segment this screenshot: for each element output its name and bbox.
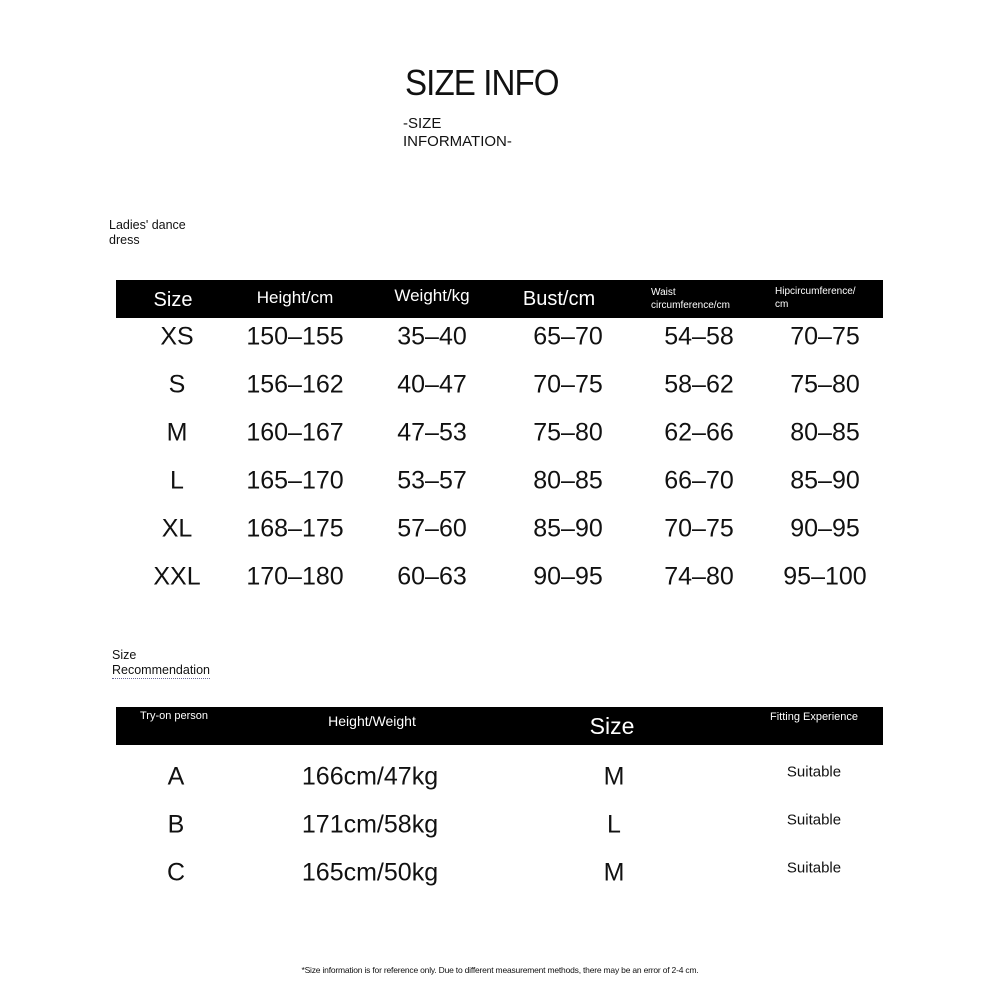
size-cell-bust: 65–70 (533, 322, 603, 351)
recommendation-header (116, 707, 883, 745)
size-chart-label (109, 218, 219, 248)
col-header-height: Height/cm (256, 288, 334, 307)
size-cell-weight: 60–63 (397, 562, 467, 591)
size-cell-weight: 47–53 (397, 418, 467, 447)
size-cell-size: L (170, 466, 184, 495)
size-cell-size: M (166, 418, 188, 447)
size-cell-size: S (168, 370, 186, 399)
size-chart-header (116, 280, 883, 318)
size-cell-size: XS (160, 322, 194, 351)
size-chart-label-line-2: dress (109, 233, 140, 247)
size-cell-height: 168–175 (246, 514, 344, 543)
size-cell-weight: 53–57 (397, 466, 467, 495)
size-cell-bust: 80–85 (533, 466, 603, 495)
recommendation-cell-person: C (166, 858, 186, 887)
size-cell-bust: 70–75 (533, 370, 603, 399)
size-cell-waist: 66–70 (664, 466, 734, 495)
recommendation-cell-fitting: Suitable (786, 811, 842, 829)
subtitle-line-1: -SIZE (403, 115, 442, 132)
size-cell-bust: 85–90 (533, 514, 603, 543)
col-header-waist: Waist circumference/cm (651, 287, 730, 311)
size-cell-size: XXL (153, 562, 201, 591)
recommendation-cell-person: B (167, 810, 185, 839)
size-chart-label-line-1: Ladies' dance (109, 218, 186, 232)
size-cell-hip: 95–100 (783, 562, 867, 591)
recommendation-cell-size: M (603, 762, 625, 791)
col-header-fitting: Fitting Experience (769, 711, 859, 723)
size-cell-weight: 57–60 (397, 514, 467, 543)
col-header-weight: Weight/kg (394, 286, 470, 305)
size-cell-height: 160–167 (246, 418, 344, 447)
recommendation-cell-fitting: Suitable (786, 859, 842, 877)
recommendation-cell-size: L (607, 810, 621, 839)
col-header-person: Try-on person (139, 710, 209, 722)
size-cell-height: 156–162 (246, 370, 344, 399)
size-cell-waist: 58–62 (664, 370, 734, 399)
footnote: *Size information is for reference only. Due to different measurement methods, there may be an error of 2-4 cm. (301, 965, 699, 975)
col-header-hip: Hipcircumference/ cm (775, 286, 856, 310)
recommendation-label-line-2: Recommendation (112, 663, 210, 677)
size-cell-hip: 70–75 (790, 322, 860, 351)
recommendation-cell-fitting: Suitable (786, 763, 842, 781)
size-cell-size: XL (161, 514, 193, 543)
size-cell-hip: 80–85 (790, 418, 860, 447)
size-cell-height: 170–180 (246, 562, 344, 591)
col-header-bust: Bust/cm (522, 288, 596, 310)
size-cell-waist: 74–80 (664, 562, 734, 591)
recommendation-cell-height-weight: 171cm/58kg (301, 810, 439, 839)
size-cell-bust: 90–95 (533, 562, 603, 591)
size-cell-hip: 75–80 (790, 370, 860, 399)
subtitle-line-2: INFORMATION- (403, 133, 512, 150)
size-cell-weight: 40–47 (397, 370, 467, 399)
col-header-height-weight: Height/Weight (328, 713, 416, 729)
col-header-size: Size (589, 713, 635, 739)
recommendation-cell-height-weight: 166cm/47kg (301, 762, 439, 791)
size-cell-weight: 35–40 (397, 322, 467, 351)
size-cell-height: 150–155 (246, 322, 344, 351)
page-subtitle (403, 115, 543, 151)
recommendation-cell-height-weight: 165cm/50kg (301, 858, 439, 887)
page-title: SIZE INFO (405, 62, 559, 103)
size-cell-waist: 54–58 (664, 322, 734, 351)
size-cell-hip: 85–90 (790, 466, 860, 495)
size-cell-bust: 75–80 (533, 418, 603, 447)
size-cell-waist: 70–75 (664, 514, 734, 543)
size-cell-hip: 90–95 (790, 514, 860, 543)
col-header-size: Size (153, 289, 193, 311)
size-cell-waist: 62–66 (664, 418, 734, 447)
recommendation-label-line-1: Size (112, 648, 137, 662)
size-cell-height: 165–170 (246, 466, 344, 495)
recommendation-cell-person: A (167, 762, 185, 791)
recommendation-cell-size: M (603, 858, 625, 887)
recommendation-label (112, 648, 232, 679)
